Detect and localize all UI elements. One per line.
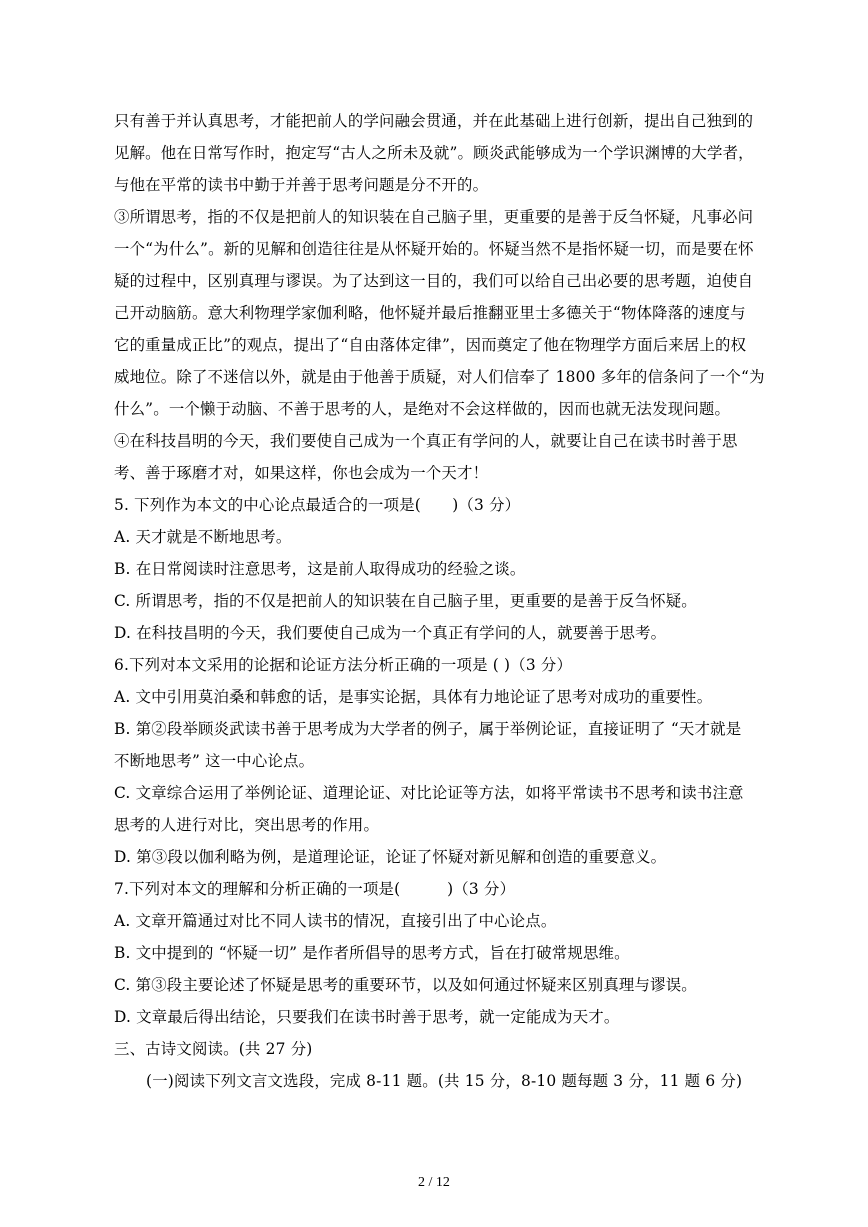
option-6b: B. 第②段举顾炎武读书善于思考成为大学者的例子，属于举例论证，直接证明了 “天才就是: [114, 720, 742, 738]
text-line: 只有善于并认真思考，才能把前人的学问融会贯通，并在此基础上进行创新，提出自己独到的: [114, 112, 754, 130]
page-number: 2 / 12: [418, 1175, 450, 1190]
option-7c: C. 第③段主要论述了怀疑是思考的重要环节，以及如何通过怀疑来区别真理与谬误。: [114, 976, 697, 994]
option-6d: D. 第③段以伽利略为例，是道理论证，论证了怀疑对新见解和创造的重要意义。: [114, 848, 667, 866]
subsection-heading: (一)阅读下列文言文选段，完成 8-11 题。(共 15 分，8-10 题每题 3 分，11 题 6 分): [146, 1072, 743, 1090]
question-6: 6.下列对本文采用的论据和论证方法分析正确的一项是 ( )（3 分）: [114, 656, 573, 674]
option-6c: C. 文章综合运用了举例论证、道理论证、对比论证等方法，如将平常读书不思考和读书注意: [114, 784, 744, 802]
option-5a: A. 天才就是不断地思考。: [114, 528, 292, 546]
option-6b-cont: 不断地思考” 这一中心论点。: [114, 752, 315, 770]
text-line: 威地位。除了不迷信以外，就是由于他善于质疑，对人们信奉了 1800 多年的信条问了一个“为: [114, 368, 765, 386]
option-6c-cont: 思考的人进行对比，突出思考的作用。: [114, 816, 380, 834]
text-line: 它的重量成正比”的观点，提出了“自由落体定律”，因而奠定了他在物理学方面后来居上的权: [114, 336, 747, 354]
text-line: 见解。他在日常写作时，抱定写“古人之所未及就”。顾炎武能够成为一个学识渊博的大学者，: [114, 144, 754, 162]
option-6a: A. 文中引用莫泊桑和韩愈的话，是事实论据，具体有力地论证了思考对成功的重要性。: [114, 688, 713, 706]
text-line: 什么”。一个懒于动脑、不善于思考的人，是绝对不会这样做的，因而也就无法发现问题。: [114, 400, 731, 418]
text-line: 与他在平常的读书中勤于并善于思考问题是分不开的。: [114, 176, 489, 194]
text-line: 己开动脑筋。意大利物理学家伽利略，他怀疑并最后推翻亚里士多德关于“物体降落的速度与: [114, 304, 746, 322]
text-line: 考、善于琢磨才对，如果这样，你也会成为一个天才！: [114, 464, 489, 482]
text-line: 一个“为什么”。新的见解和创造往往是从怀疑开始的。怀疑当然不是指怀疑一切，而是要在怀: [114, 240, 754, 258]
option-5b: B. 在日常阅读时注意思考，这是前人取得成功的经验之谈。: [114, 560, 526, 578]
option-7a: A. 文章开篇通过对比不同人读书的情况，直接引出了中心论点。: [114, 912, 557, 930]
option-5c: C. 所谓思考，指的不仅是把前人的知识装在自己脑子里，更重要的是善于反刍怀疑。: [114, 592, 697, 610]
option-5d: D. 在科技昌明的今天，我们要使自己成为一个真正有学问的人，就要善于思考。: [114, 624, 667, 642]
section-heading: 三、古诗文阅读。(共 27 分): [114, 1040, 313, 1058]
question-5: 5. 下列作为本文的中心论点最适合的一项是( )（3 分）: [114, 496, 521, 514]
option-7b: B. 文中提到的 “怀疑一切” 是作者所倡导的思考方式，旨在打破常规思维。: [114, 944, 630, 962]
text-line: ③所谓思考，指的不仅是把前人的知识装在自己脑子里，更重要的是善于反刍怀疑，凡事必问: [114, 208, 754, 226]
text-line: ④在科技昌明的今天，我们要使自己成为一个真正有学问的人，就要让自己在读书时善于思: [114, 432, 738, 450]
question-7: 7.下列对本文的理解和分析正确的一项是( )（3 分）: [114, 880, 516, 898]
text-line: 疑的过程中，区别真理与谬误。为了达到这一目的，我们可以给自己出必要的思考题，迫使自: [114, 272, 754, 290]
option-7d: D. 文章最后得出结论，只要我们在读书时善于思考，就一定能成为天才。: [114, 1008, 620, 1026]
